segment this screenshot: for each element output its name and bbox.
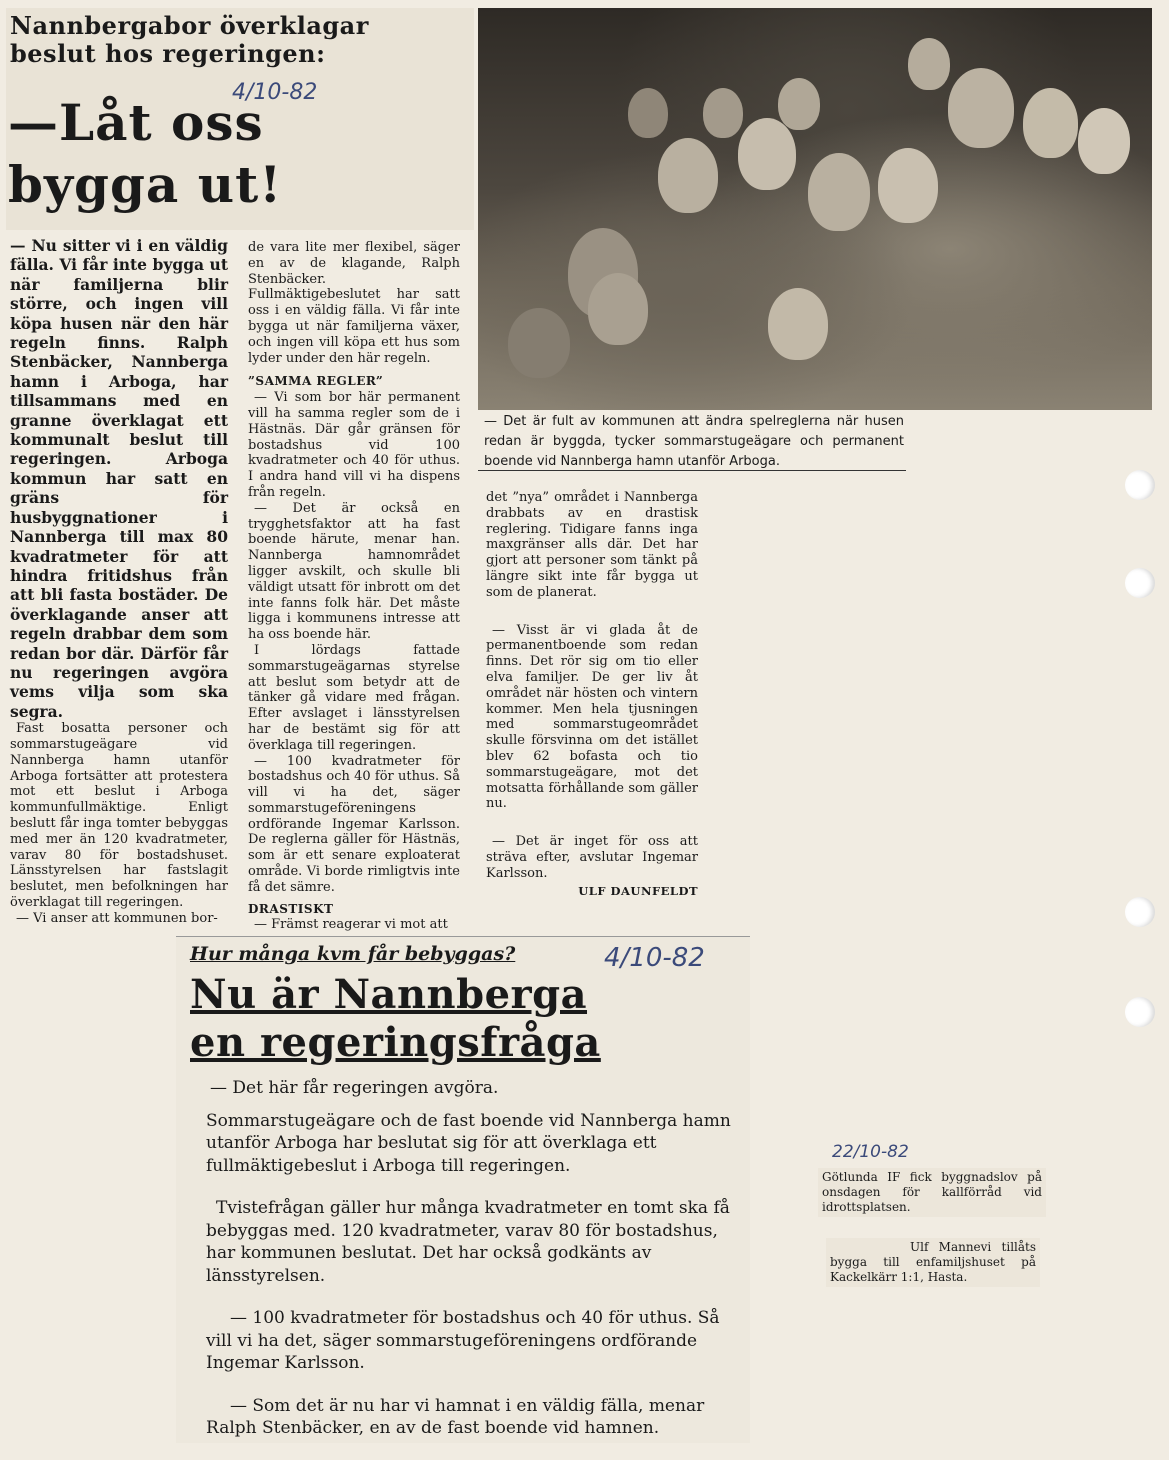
body-paragraph: — Vi som bor här permanent vill ha samma regler som de i Hästnäs. Där går gränsen för bostadshus vid 100 kvadratmeter och 40 för uthus. I andra hand vill vi ha dispens från regeln. <box>248 390 460 500</box>
notice-1 <box>818 1168 1046 1217</box>
article1-column-1 <box>10 236 228 927</box>
binder-hole <box>1125 470 1155 500</box>
article1-column-2 <box>248 240 460 933</box>
notice-text: Ulf Mannevi tillåts bygga till enfamiljshuset på Kackelkärr 1:1, Hasta. <box>830 1240 1036 1284</box>
handwritten-date-1: 4/10-82 <box>232 80 318 105</box>
body-paragraph: de vara lite mer flexibel, säger en av de klagande, Ralph Stenbäcker. Fullmäktigebeslutet har satt oss i en väldig fälla. Vi får inte bygga ut när familjerna växer, och ingen vill köpa ett hus som lyder under den här regeln. <box>248 240 460 366</box>
body-paragraph: — Främst reagerar vi mot att <box>254 917 448 933</box>
photo-caption: — Det är fult av kommunen att ändra spelreglerna när husen redan är byggda, tycker sommarstugeägare och permanent boende vid Nannberga hamn utanför Arboga. <box>484 414 904 469</box>
body-paragraph: — Det är inget för oss att sträva efter, avslutar Ingemar Karlsson. <box>486 834 698 881</box>
notice-text: Götlunda IF fick byggnadslov på onsdagen för kallförråd vid idrottsplatsen. <box>822 1170 1042 1214</box>
headline-line-2: bygga ut! <box>8 155 283 214</box>
article1-headline <box>8 92 282 216</box>
body-paragraph: Fast bosatta personer och sommarstugeägare vid Nannberga hamn utanför Arboga fortsätter att protestera mot ett beslut i Arboga kommunfullmäktige. Enligt beslutt får inga tomter bebyggas med mer än 120 kvadratmeter, varav 80 för bostadshuset. Länsstyrelsen har fastslagit beslutet, men befolkningen har överklagat till regeringen. <box>10 721 228 910</box>
lead-paragraph: — Nu sitter vi i en väldig fälla. Vi får inte bygga ut när familjerna blir större, och ingen vill köpa husen när den här regeln finns. Ralph Stenbäcker, Nannberga hamn i Arboga, har tillsammans med en granne överklagat ett kommunalt beslut till regeringen. Arboga kommun har satt en gräns för husbyggnationer i Nannberga till max 80 kvadratmeter för att hindra fritidshus från att bli fasta bostäder. De överklagande anser att regeln drabbar dem som redan bor där. Därför får nu regeringen avgöra vems vilja som ska segra. <box>10 236 228 721</box>
body-paragraph: — Visst är vi glada åt de permanentboende som redan finns. Det rör sig om tio eller elva familjer. De ger liv åt området när hösten och vintern kommer. Men hela tjusningen med sommarstugeområdet skulle försvinna om det istället blev 62 bofasta och tio sommarstugeägare, mot det motsatta förhållande som gäller nu. <box>486 622 698 812</box>
binder-hole <box>1125 897 1155 927</box>
headline2-line-2: en regeringsfråga <box>190 1019 601 1066</box>
article1-column-3 <box>486 490 698 899</box>
article1-photo <box>478 8 1152 410</box>
article2-body <box>206 1077 742 1460</box>
binder-hole <box>1125 568 1155 598</box>
body-paragraph: — Det är också en trygghetsfaktor att ha fast boende härute, menar han. Nannberga hamnområdet ligger avskilt, och skulle bli väldigt utsatt för inbrott om det inte fanns folk här. Det måste ligga i kommunens intresse att ha oss boende här. <box>248 500 460 643</box>
handwritten-date-3: 22/10-82 <box>832 1142 909 1162</box>
body-paragraph: Sommarstugeägare och de fast boende vid Nannberga hamn utanför Arboga har beslutat sig för att överklaga ett fullmäktigebeslut i Arboga till regeringen. <box>206 1110 731 1176</box>
handwritten-date-2: 4/10-82 <box>604 943 705 973</box>
body-paragraph: — Som det är nu har vi hamnat i en väldig fälla, menar Ralph Stenbäcker, en av de fast boende vid hamnen. <box>206 1395 705 1438</box>
subheading: ”SAMMA REGLER” <box>248 374 384 389</box>
article1-kicker <box>10 12 369 68</box>
body-paragraph: — 100 kvadratmeter för bostadshus och 40 för uthus. Så vill vi ha det, säger sommarstugeföreningens ordförande Ingemar Karlsson. De reglerna gäller för Hästnäs, som är ett senare exploaterat område. Vi borde rimligtvis inte få det sämre. <box>248 753 460 895</box>
byline: ULF DAUNFELDT <box>578 883 698 898</box>
article1-header <box>6 8 474 230</box>
kicker-line-1: Nannbergabor överklagar <box>10 11 369 40</box>
notice-2 <box>826 1238 1040 1287</box>
body-paragraph: Tvistefrågan gäller hur många kvadratmeter en tomt ska få bebyggas med. 120 kvadratmeter, varav 80 för bostadshus, har kommunen beslutat. Det har också godkänts av länsstyrelsen. <box>206 1198 730 1286</box>
body-paragraph: — 100 kvadratmeter för bostadshus och 40 för uthus. Så vill vi ha det, säger sommarstugeföreningens ordförande Ingemar Karlsson. <box>206 1308 720 1373</box>
kicker-line-2: beslut hos regeringen: <box>10 39 326 68</box>
standfirst: — Det här får regeringen avgöra. <box>210 1078 499 1098</box>
article2-clipping <box>176 936 750 1443</box>
body-paragraph: det ”nya” området i Nannberga drabbats av en drastisk reglering. Tidigare fanns inga maxgränser alls där. Det har gjort att personer som tänkt på längre sikt inte får bygga ut som de planerat. <box>486 490 698 600</box>
headline2-line-1: Nu är Nannberga <box>190 971 588 1018</box>
body-paragraph: I lördags fattade sommarstugeägarnas styrelse att beslut som betydr att de tänker gå vidare med frågan. Efter avslaget i länsstyrelsen har de bestämt sig för att överklaga till regeringen. <box>248 642 460 753</box>
binder-hole <box>1125 997 1155 1027</box>
caption-rule <box>478 470 906 471</box>
subheading: DRASTISKT <box>248 901 334 916</box>
article2-kicker: Hur många kvm får bebyggas? <box>190 943 516 965</box>
headline-line-1: —Låt oss <box>8 93 264 152</box>
body-paragraph: — Vi anser att kommunen bor- <box>16 910 218 926</box>
article2-headline <box>190 971 601 1067</box>
